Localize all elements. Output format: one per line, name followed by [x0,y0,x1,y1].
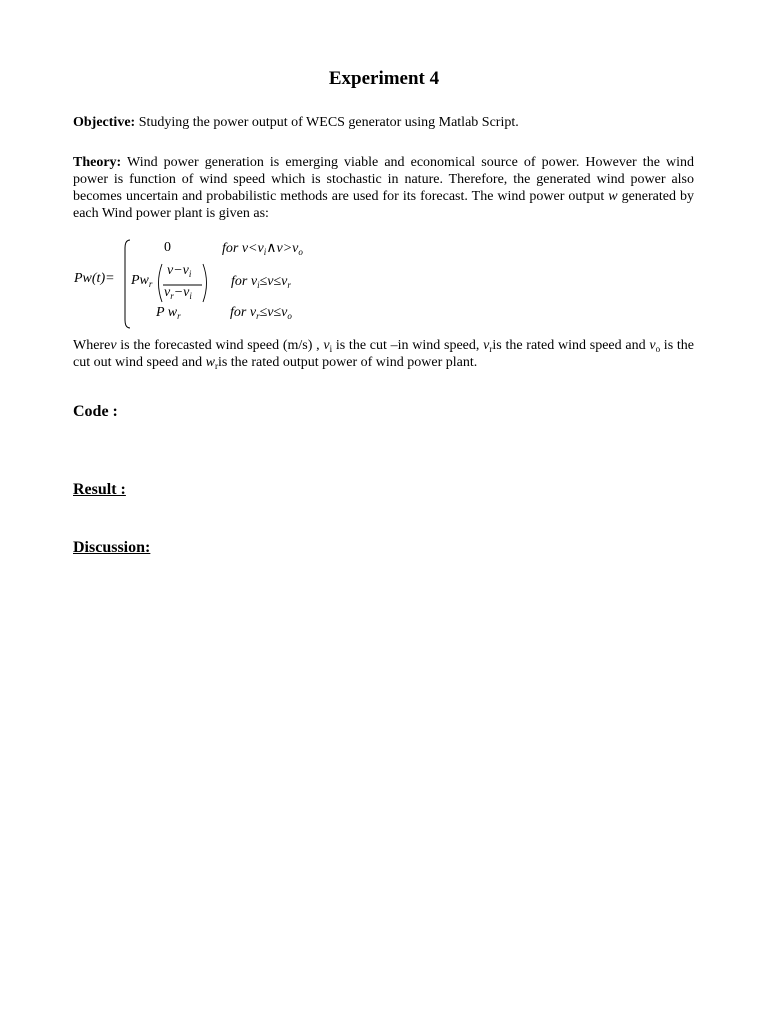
case3-cond-a: for v [230,305,257,320]
where-text-5: is the cut out wind speed and [73,338,694,370]
case2-condition [231,274,291,290]
var-vi-sub: i [329,344,333,354]
equation-lhs: Pw(t)= [74,271,115,286]
case2-prefix [131,273,152,289]
power-equation [0,236,400,332]
case2-prefix-text: Pw [131,273,149,288]
var-vr-sub: r [489,344,493,354]
where-text-1: Where [73,338,111,353]
left-paren [159,264,163,302]
case1-cond-sub-o: o [298,247,303,257]
objective-label: Objective: [73,115,136,130]
theory-label: Theory: [73,155,122,170]
case1-cond-a: for v<v [222,241,264,256]
case2-cond-sub-r: r [287,280,291,290]
objective-paragraph [73,114,694,131]
numerator-sub: i [188,269,192,279]
where-text-6: is the rated output power of wind power plant. [217,355,478,370]
objective-text: Studying the power output of WECS generator using Matlab Script. [135,115,519,130]
denominator-text-a: v [164,285,171,300]
theory-paragraph [73,154,694,222]
cases-brace [125,240,130,328]
case2-cond-sub-i: i [257,280,260,290]
theory-text-1: Wind power generation is emerging viable and economical source of power. However the wind power is function of wind speed which is stochastic in nature. Therefore, the generated wind power also becomes uncertain and probabilistic methods are used for its forecast. The wind power output [73,155,694,204]
case1-value: 0 [164,240,171,255]
case2-cond-a: for v [231,274,258,289]
where-text-3: is the cut –in wind speed, [332,338,484,353]
discussion-heading: Discussion: [73,539,151,556]
denominator-sub-r: r [170,291,174,301]
numerator-text: v−v [167,263,189,278]
var-vo: v [649,338,656,353]
case2-cond-b: ≤v≤v [259,274,288,289]
var-wr-sub: r [214,361,218,371]
case3-cond-sub-o: o [287,311,292,321]
case3-value-text: P w [156,305,178,320]
var-wr: w [205,355,215,370]
case1-cond-sub-i: i [263,247,267,257]
var-vr: v [483,338,490,353]
case1-cond-b: ∧v>v [266,241,299,256]
case3-cond-b: ≤v≤v [259,305,288,320]
theory-text-2: generated by each Wind power plant is given as: [73,189,694,221]
case3-cond-sub-r: r [256,311,260,321]
case3-value-sub: r [177,311,181,321]
case2-prefix-sub: r [148,279,153,289]
result-heading: Result : [73,481,126,498]
var-vo-sub: o [655,344,661,354]
var-vi: v [323,338,330,353]
case3-value [156,305,181,321]
fraction-denominator [164,285,192,301]
denominator-text-b: −v [173,285,190,300]
equation-brackets [0,236,400,332]
denominator-sub-i: i [189,291,192,301]
where-text-2: is the forecasted wind speed (m/s) , [116,338,324,353]
fraction-numerator [167,263,191,279]
where-text-4: is the rated wind speed and [492,338,650,353]
page-title: Experiment 4 [328,68,440,89]
right-paren [203,264,207,302]
theory-var-w: w [608,189,618,204]
where-paragraph [73,337,694,371]
case1-condition [222,240,303,257]
var-v: v [110,338,117,353]
code-heading: Code : [73,403,118,420]
case3-condition [230,305,292,321]
